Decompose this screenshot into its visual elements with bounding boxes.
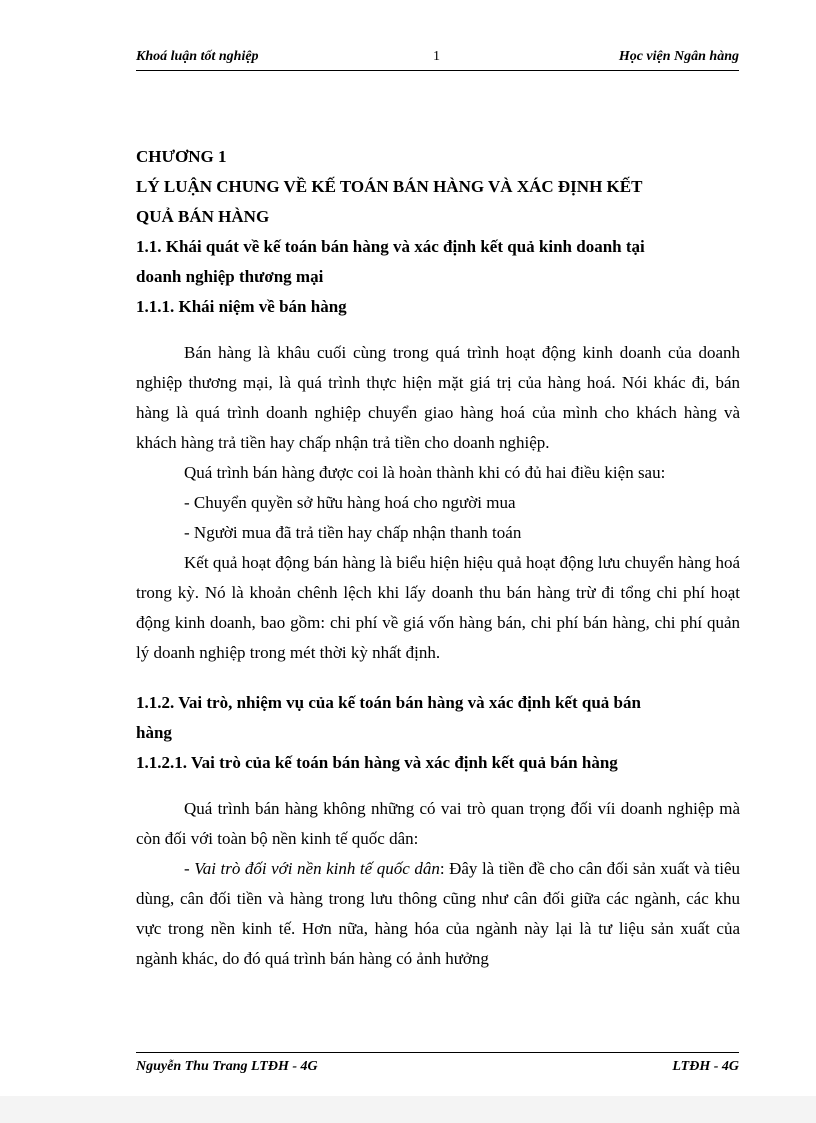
page-footer	[136, 1059, 739, 1079]
paragraph-role-economy	[136, 854, 740, 974]
footer-rule	[136, 1052, 739, 1053]
role-economy-text: : Đây là tiền đề cho cân đối sản xuất và tiêu dùng, cân đối tiền và hàng trong lưu thông cũng như cân đối giữa các ngành, các khu vực trong nền kinh tế. Hơn nữa, hàng hóa của ngành này lại là tư liệu sản xuất của ngành khác, do đó quá trình bán hàng có ảnh hưởng	[136, 859, 740, 968]
role-economy-prefix: -	[184, 859, 195, 878]
section-1-1-2-heading-line1: 1.1.2. Vai trò, nhiệm vụ của kế toán bán hàng và xác định kết quả bán	[136, 693, 641, 712]
role-economy-label: Vai trò đối với nền kinh tế quốc dân	[194, 859, 440, 878]
header-rule	[136, 70, 739, 71]
paragraph-definition: Bán hàng là khâu cuối cùng trong quá trình hoạt động kinh doanh của doanh nghiệp thương mại, là quá trình thực hiện mặt giá trị của hàng hoá. Nói khác đi, bán hàng là quá trình doanh nghiệp chuyển giao hàng hoá của mình cho khách hàng và khách hàng trả tiền hay chấp nhận trả tiền cho doanh nghiệp.	[136, 343, 740, 452]
header-institution: Học viện Ngân hàng	[618, 49, 739, 64]
section-1-1-heading-line1: 1.1. Khái quát về kế toán bán hàng và xác định kết quả kinh doanh tại	[136, 237, 645, 256]
condition-item-1: - Chuyển quyền sở hữu hàng hoá cho người mua	[184, 493, 516, 512]
footer-class-code: LTĐH - 4G	[672, 1059, 739, 1074]
paragraph-conditions: Quá trình bán hàng được coi là hoàn thành khi có đủ hai điều kiện sau:	[184, 463, 666, 482]
chapter-label: CHƯƠNG 1	[136, 147, 227, 166]
section-1-1-heading-line2: doanh nghiệp thương mại	[136, 267, 324, 286]
section-1-1-1-heading: 1.1.1. Khái niệm về bán hàng	[136, 297, 347, 316]
chapter-title-line2: QUẢ BÁN HÀNG	[136, 207, 270, 226]
page-header	[136, 49, 739, 69]
paragraph-result: Kết quả hoạt động bán hàng là biểu hiện hiệu quả hoạt động lưu chuyển hàng hoá trong kỳ. Nó là khoản chênh lệch khi lấy doanh thu bán hàng trừ đi tổng chi phí hoạt động kinh doanh, bao gồm: chi phí về giá vốn hàng bán, chi phí bán hàng, chi phí quản lý doanh nghiệp trong mét thời kỳ nhất định.	[136, 553, 740, 662]
page-bottom-edge	[0, 1096, 816, 1123]
section-1-1-2-1-heading: 1.1.2.1. Vai trò của kế toán bán hàng và xác định kết quả bán hàng	[136, 753, 618, 772]
page-body	[136, 142, 740, 974]
footer-author: Nguyễn Thu Trang LTĐH - 4G	[136, 1059, 318, 1074]
section-1-1-2-heading-line2: hàng	[136, 723, 172, 742]
header-page-number: 1	[433, 49, 440, 64]
paragraph-role-intro: Quá trình bán hàng không những có vai trò quan trọng đối víi doanh nghiệp mà còn đối với toàn bộ nền kinh tế quốc dân:	[136, 799, 740, 848]
chapter-title-line1: LÝ LUẬN CHUNG VỀ KẾ TOÁN BÁN HÀNG VÀ XÁC ĐỊNH KẾT	[136, 177, 643, 196]
header-thesis-title: Khoá luận tốt nghiệp	[136, 49, 259, 64]
condition-item-2: - Người mua đã trả tiền hay chấp nhận thanh toán	[184, 523, 522, 542]
